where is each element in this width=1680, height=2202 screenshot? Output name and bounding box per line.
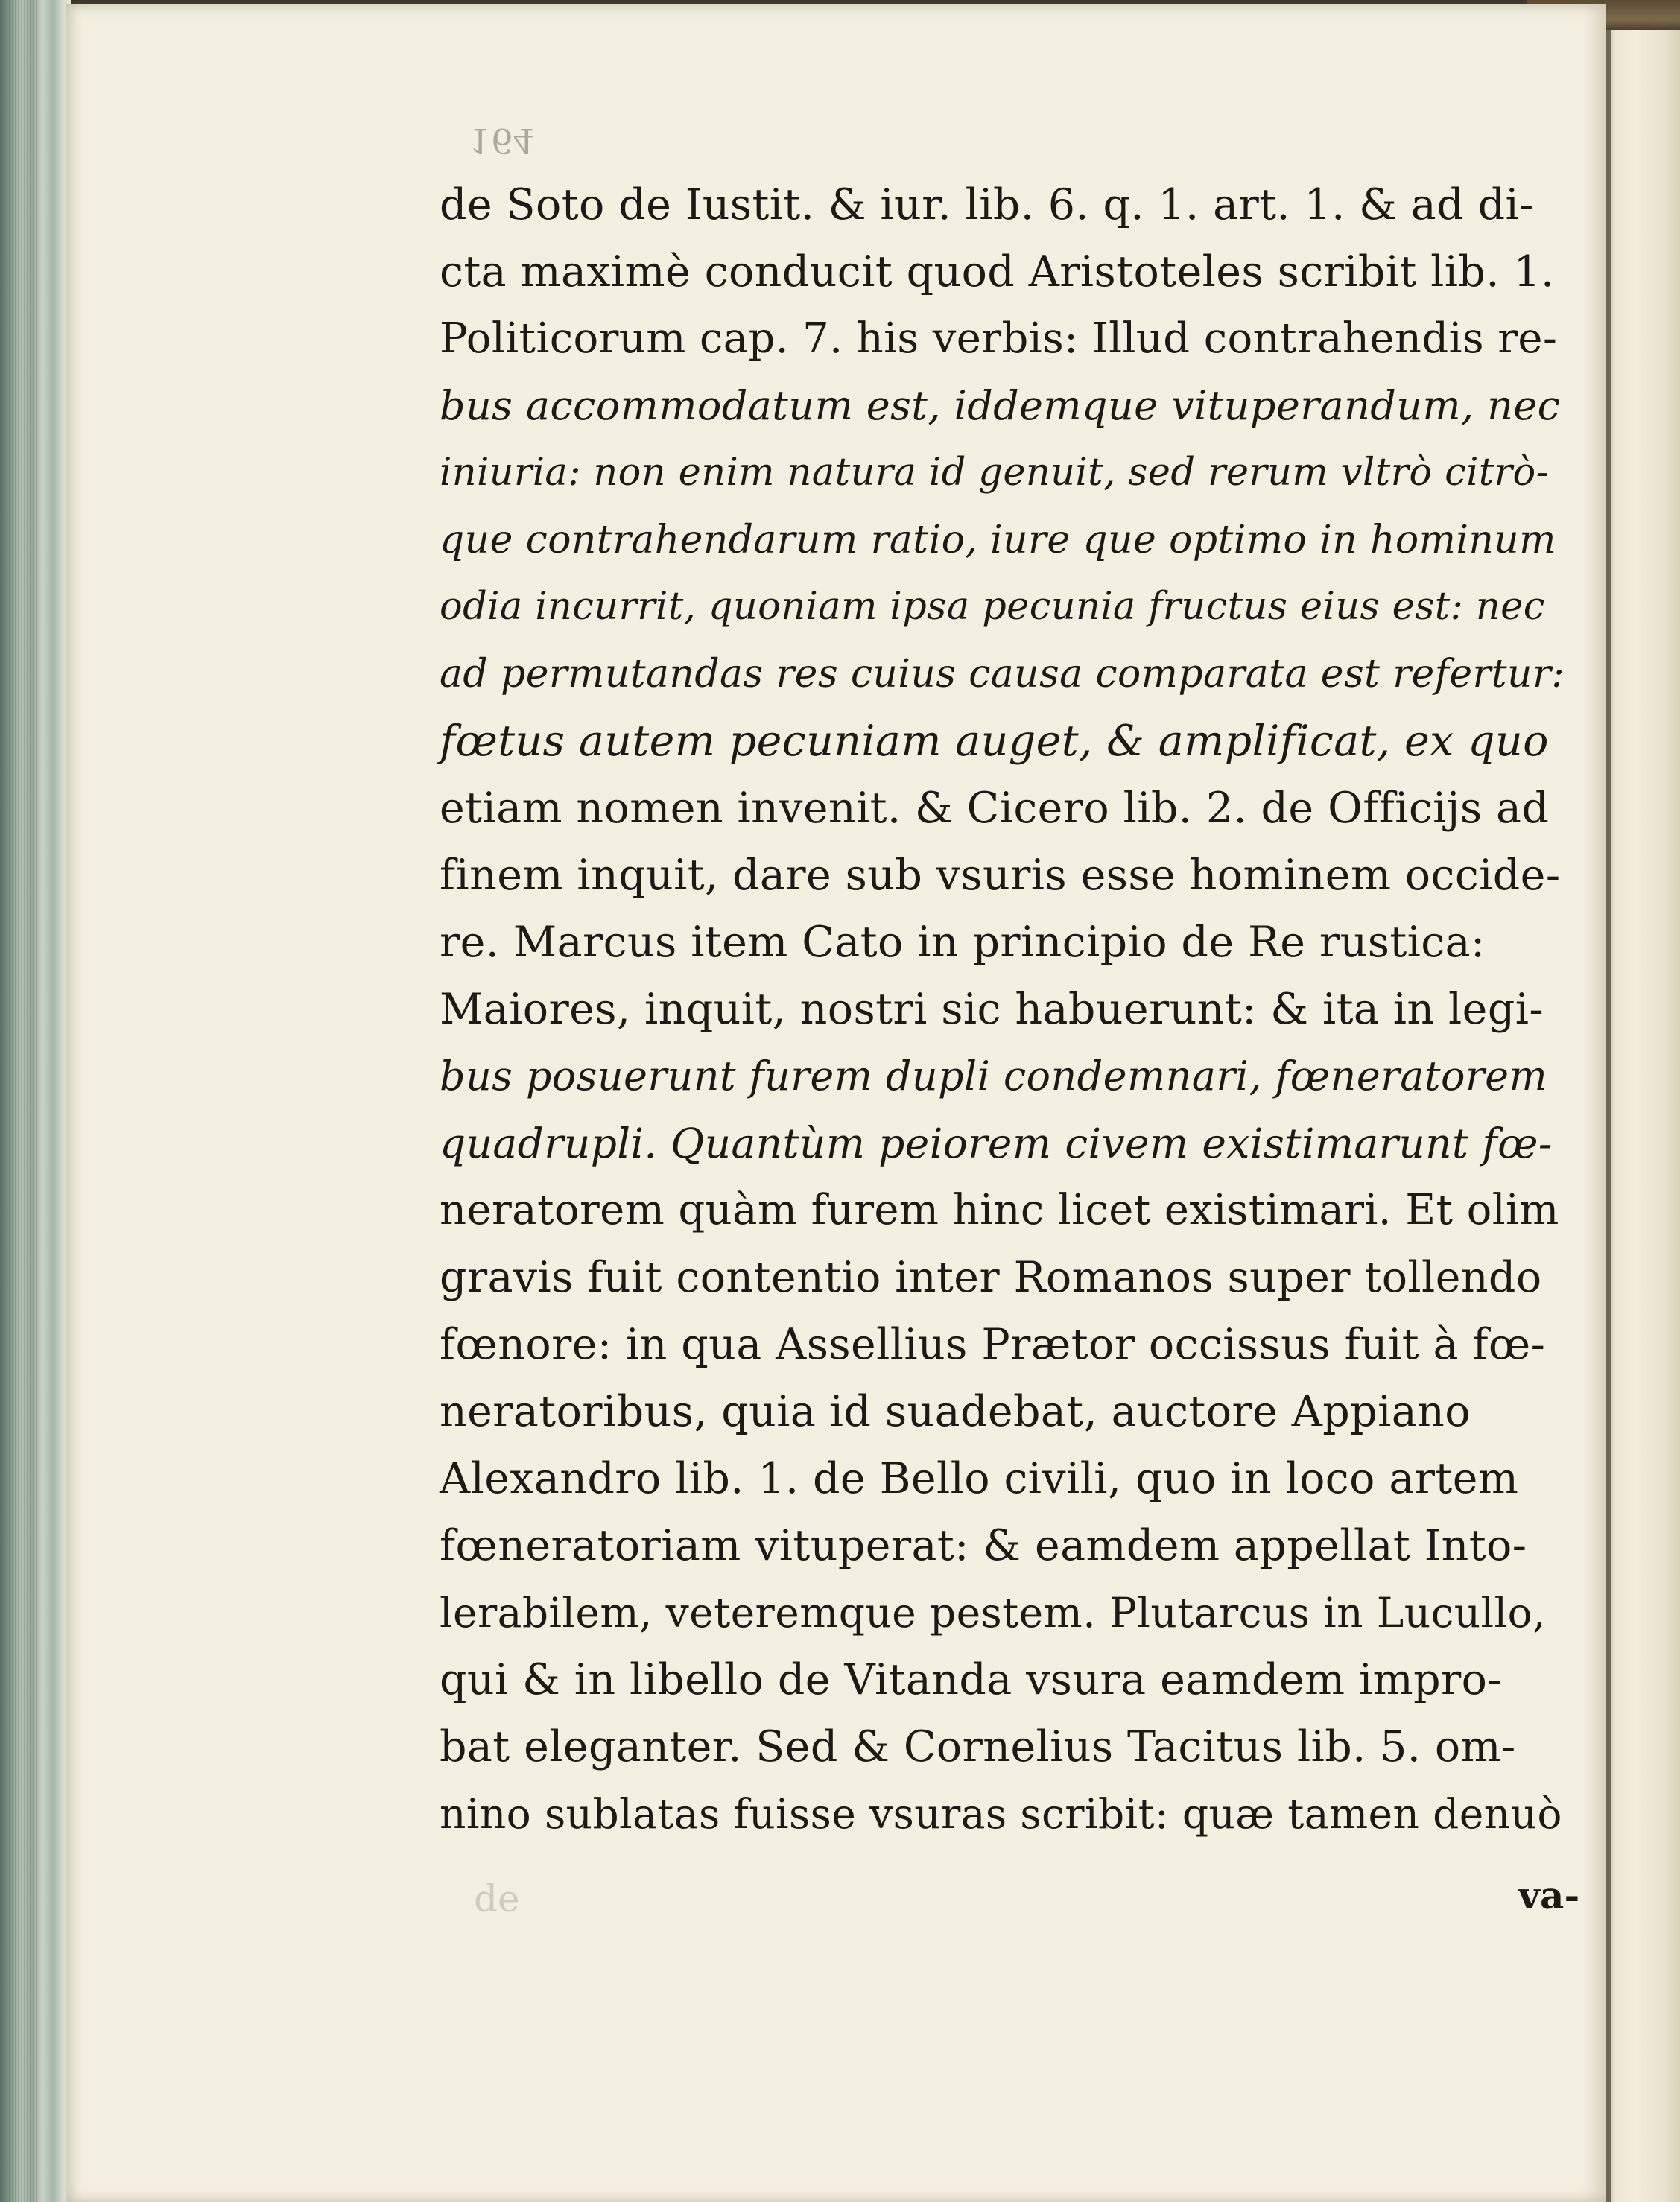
text-line: fœtus autem pecuniam auget, & amplificat, ex quo (440, 717, 1549, 766)
text-line: quadrupli. Quantùm peiorem civem existimarunt fœ- (440, 1120, 1553, 1167)
text-line: odia incurrit, quoniam ipsa pecunia fructus eius est: nec (440, 585, 1545, 629)
text-line: neratorem quàm furem hinc licet existimari. Et olim (440, 1186, 1559, 1234)
show-through-text: de (474, 1877, 520, 1920)
text-line: nino sublatas fuisse vsuras scribit: quæ tamen denuò (440, 1790, 1562, 1838)
text-line: ad permutandas res cuius causa comparata est refertur: (440, 652, 1565, 697)
text-line: qui & in libello de Vitanda vsura eamdem impro- (440, 1655, 1503, 1704)
text-line: Politicorum cap. 7. his verbis: Illud contrahendis re- (440, 314, 1558, 363)
text-line: Maiores, inquit, nostri sic habuerunt: & ita in legi- (440, 985, 1544, 1034)
page-edges-left (0, 0, 71, 2202)
next-leaf-edge (1606, 30, 1680, 2202)
text-line: de Soto de Iustit. & iur. lib. 6. q. 1. art. 1. & ad di- (440, 180, 1534, 229)
text-line: etiam nomen invenit. & Cicero lib. 2. de Officijs ad (440, 784, 1550, 833)
text-line: neratoribus, quia id suadebat, auctore Appiano (440, 1387, 1471, 1436)
text-line: bat eleganter. Sed & Cornelius Tacitus lib. 5. om- (440, 1722, 1516, 1771)
text-line: que contrahendarum ratio, iure que optimo in hominum (440, 518, 1556, 562)
text-line: gravis fuit contentio inter Romanos super tollendo (440, 1253, 1542, 1302)
text-line: re. Marcus item Cato in principio de Re rustica: (440, 918, 1486, 967)
text-line: Alexandro lib. 1. de Bello civili, quo in loco artem (440, 1454, 1519, 1503)
page-number: 164 (469, 121, 535, 161)
catchword: va- (1518, 1873, 1580, 1917)
text-line: bus accommodatum est, iddemque vituperandum, nec (440, 382, 1561, 429)
text-line: fœnore: in qua Assellius Prætor occissus fuit à fœ- (440, 1320, 1546, 1369)
text-line: cta maximè conducit quod Aristoteles scribit lib. 1. (440, 247, 1555, 296)
text-line: fœneratoriam vituperat: & eamdem appellat Into- (440, 1521, 1527, 1570)
text-line: lerabilem, veteremque pestem. Plutarcus in Lucullo, (440, 1589, 1546, 1637)
text-line: finem inquit, dare sub vsuris esse hominem occide- (440, 851, 1561, 900)
text-line: bus posuerunt furem dupli condemnari, fœneratorem (440, 1053, 1548, 1100)
text-line: iniuria: non enim natura id genuit, sed rerum vltrò citrò- (440, 451, 1550, 495)
